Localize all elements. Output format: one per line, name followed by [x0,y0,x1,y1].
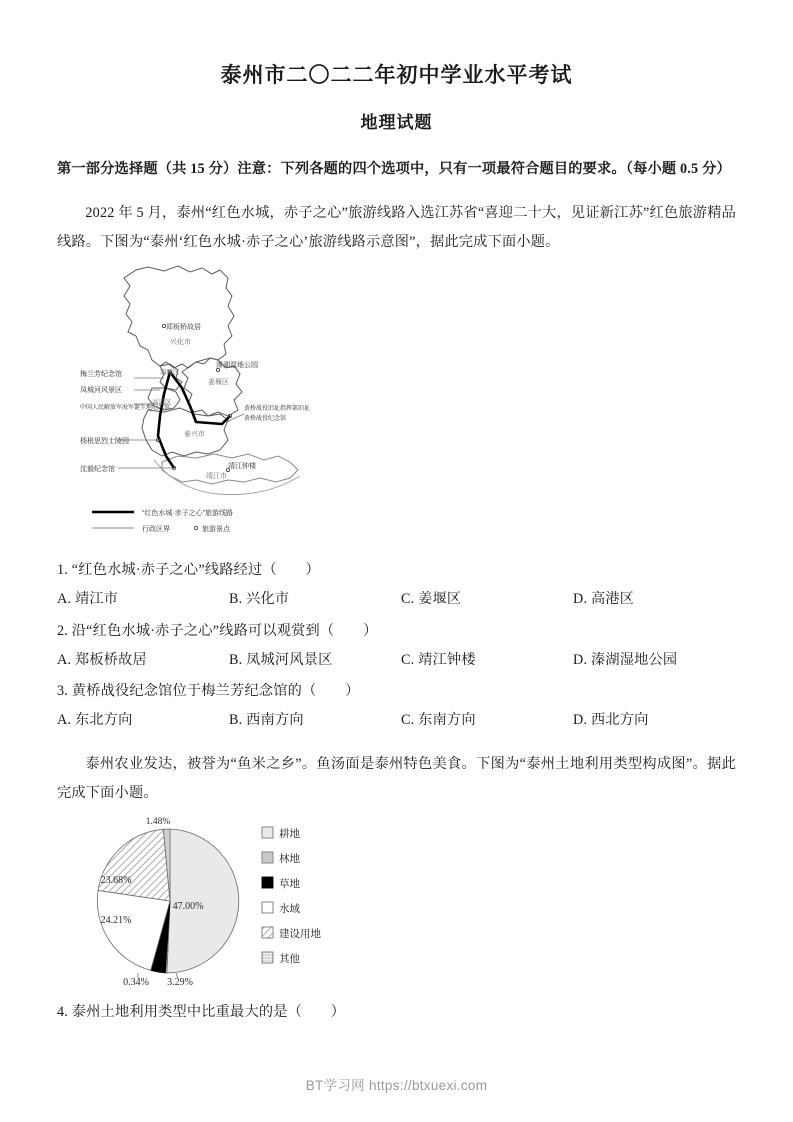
legend-swatch-grassland [262,877,273,888]
map-label-district-jingjiang: 靖江市 [206,473,227,481]
tourism-route-line-west [158,372,174,468]
question-3-stem [57,677,736,706]
question-1-option-b[interactable]: B. 兴化市 [229,591,290,608]
question-3-text: 黄桥战役纪念馆位于梅兰芳纪念馆的（ ） [71,682,360,699]
map-label-district-xinghua: 兴化市 [170,339,191,347]
pie-label-other: 1.48% [145,817,171,828]
map-label-fengchenghe: 凤城河风景区 [80,387,122,395]
question-3-option-b[interactable]: B. 西南方向 [229,711,304,728]
question-3-number: 3. [57,682,69,699]
legend-swatch-water [262,902,273,913]
legend-swatch-forest [262,852,273,863]
map-label-district-jiangyan: 姜堰区 [208,379,229,387]
map-label-district-gaogang: 高港区 [152,399,172,407]
map-label-zhengbanqiao: 郑板桥故居 [166,324,201,332]
question-3 [0,677,793,735]
tourism-route-map [78,264,348,554]
footer-watermark: BT学习网 https://btxuexi.com [305,1078,488,1093]
question-2-number: 2. [57,622,69,639]
question-2 [0,617,793,675]
question-3-option-a[interactable]: A. 东北方向 [57,711,133,728]
legend-label-water: 水域 [279,903,300,916]
exam-instructions: 第一部分选择题（共 15 分）注意：下列各题的四个选项中，只有一项最符合题目的要求。（每小题 0.5 分） [57,161,731,178]
map-label-district-taixing: 泰兴市 [184,431,205,439]
pie-label-construction: 23.68% [100,875,132,887]
map-label-meilanfang: 梅兰芳纪念馆 [80,371,122,379]
passage-2: 泰州农业发达，被誉为“鱼米之乡”。鱼汤面是泰州特色美食。下图为“泰州土地利用类型构成图”。据此完成下面小题。 [57,756,736,801]
question-1-option-d[interactable]: D. 高港区 [573,591,635,608]
district-xinghua-shape [124,266,234,368]
map-label-district-hailing: 海陵区 [160,369,180,377]
map-label-jingjiang-bell: 靖江钟楼 [228,463,256,471]
question-2-text: 沿“红色水城·赤子之心”线路可以观赏到（ ） [71,622,378,639]
pie-label-cultivated: 47.00% [172,901,204,913]
map-label-shenyi: 沈毅纪念馆 [80,466,115,474]
page-title: 泰州市二〇二二年初中学业水平考试 [220,63,573,87]
pie-slice-construction [98,830,170,902]
legend-swatch-cultivated [262,827,273,838]
pie-legend [262,827,321,965]
legend-route-label: “红色水城·赤子之心”旅游线路 [142,510,233,518]
pie-label-water: 24.21% [100,915,132,927]
question-2-option-d[interactable]: D. 溱湖湿地公园 [573,651,678,668]
question-4-text: 泰州土地利用类型中比重最大的是（ ） [71,1004,346,1021]
legend-site-swatch [194,527,198,531]
pie-label-forest: 0.34% [123,977,149,989]
question-2-option-a[interactable]: A. 郑板桥故居 [57,651,147,668]
question-4-stem [57,998,736,1027]
question-2-option-b[interactable]: B. 凤城河风景区 [229,651,333,668]
map-label-yanggensi: 杨根思烈士陵园 [80,438,129,446]
question-1-number: 1. [57,562,69,579]
yangtze-river-line [154,460,300,495]
question-2-options [57,646,736,675]
district-hailing-shape [160,364,182,390]
legend-swatch-construction [262,927,273,938]
question-1-text: “红色水城·赤子之心”线路经过（ ） [71,562,320,579]
question-1-option-c[interactable]: C. 姜堰区 [401,591,462,608]
map-label-huangqiao-hq: 黄桥战役旧址指挥部旧址 [244,406,311,413]
question-3-option-d[interactable]: D. 西北方向 [573,711,649,728]
legend-site-label: 旅游景点 [202,526,230,534]
legend-boundary-label: 行政区界 [142,526,170,534]
passage-1: 2022 年 5 月，泰州“红色水城，赤子之心”旅游线路入选江苏省“喜迎二十大，见证新江苏”红色旅游精品线路。下图为“泰州‘红色水城·赤子之心’旅游线路示意图”，据此完成下面小题。 [57,204,736,250]
question-4-number: 4. [57,1004,69,1021]
legend-label-cultivated: 耕地 [279,828,300,841]
question-2-stem [57,617,736,646]
question-4 [0,998,793,1027]
question-1-option-a[interactable]: A. 靖江市 [57,591,119,608]
legend-swatch-other [262,952,273,963]
map-label-qinhu: 溱湖湿地公园 [216,362,258,370]
page-subtitle: 地理试题 [360,113,433,133]
legend-label-other: 其他 [279,953,300,966]
question-3-options [57,706,736,735]
legend-label-construction: 建设用地 [279,928,321,941]
question-1-options [57,585,736,614]
legend-label-grassland: 草地 [279,878,300,891]
map-label-huangqiao-museum: 黄桥战役纪念馆 [244,416,287,423]
pie-label-grassland: 3.29% [167,977,193,989]
question-1-stem [57,556,736,585]
map-label-navy-birthplace: 中国人民解放军海军诞生地纪念馆 [80,405,171,412]
question-2-option-c[interactable]: C. 靖江钟楼 [401,651,476,668]
land-use-pie-chart [88,813,388,988]
legend-label-forest: 林地 [279,853,300,866]
question-3-option-c[interactable]: C. 东南方向 [401,711,476,728]
question-1 [0,556,793,614]
